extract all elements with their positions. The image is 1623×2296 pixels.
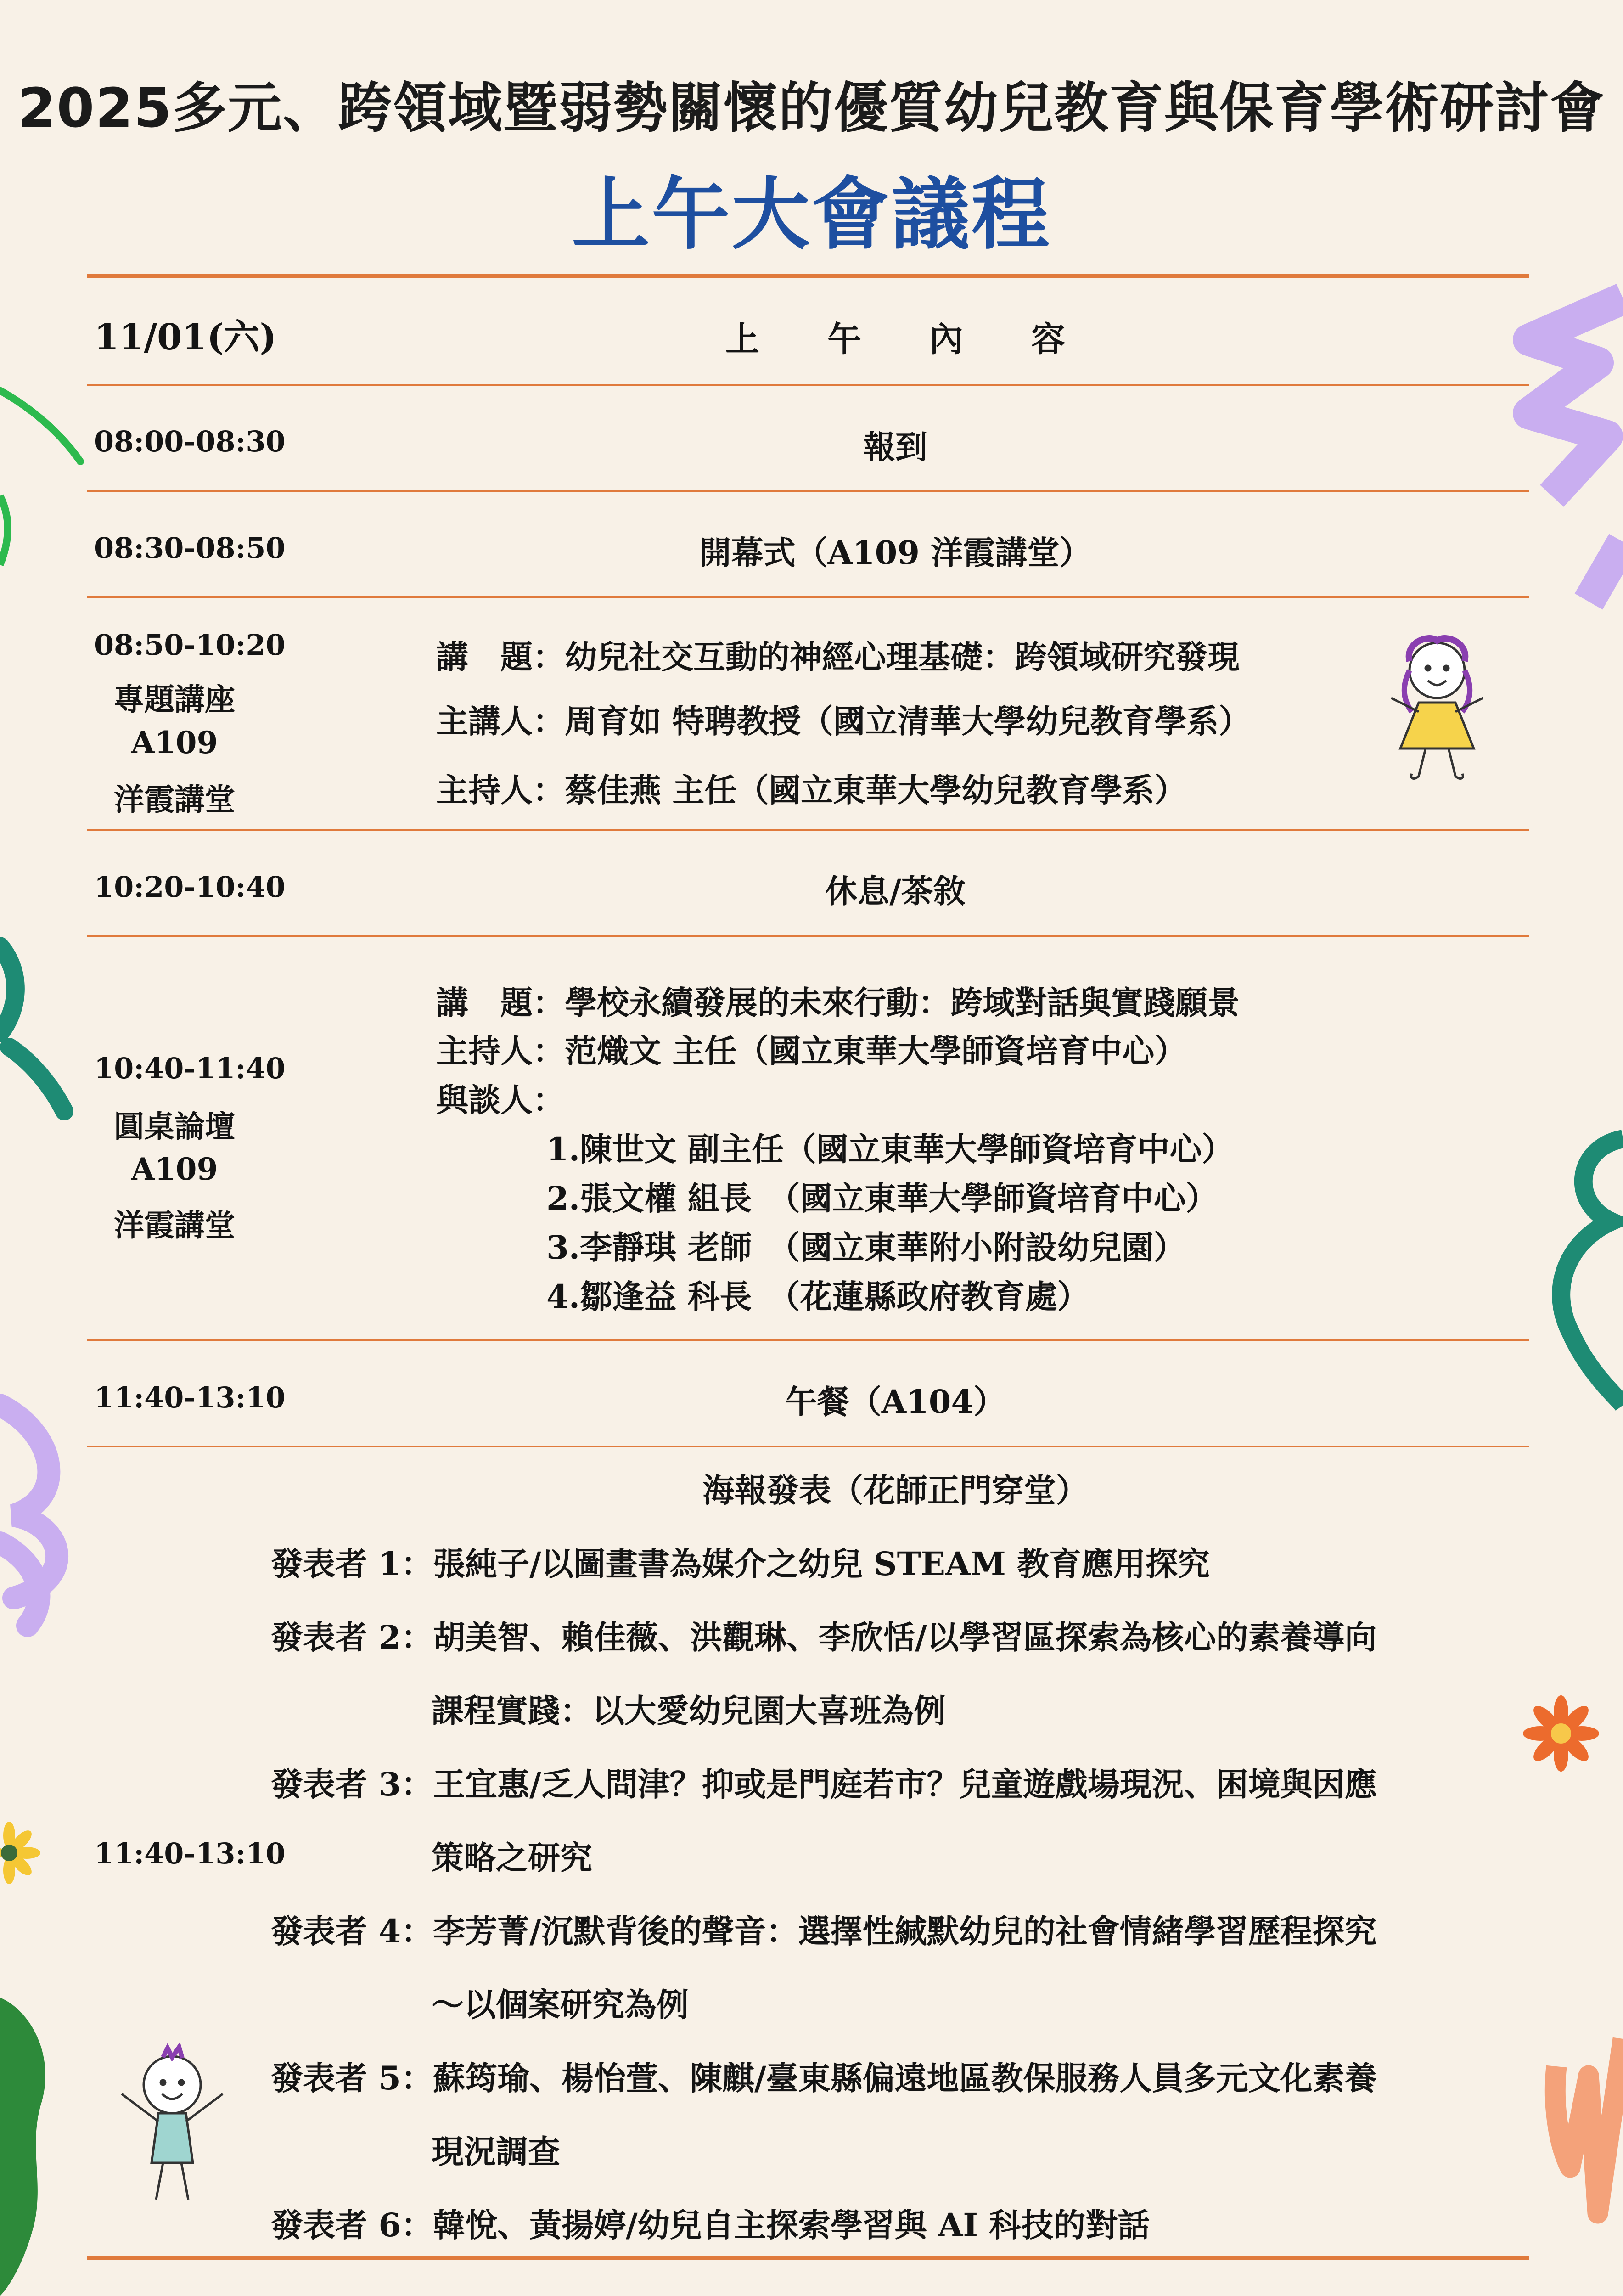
conference-title: 2025多元、跨領域暨弱勢關懷的優質幼兒教育與保育學術研討會: [18, 76, 1605, 140]
poster-line: 發表者 3：王宜惠/乏人問津？抑或是門庭若市？兒童遊戲場現況、困境與因應: [271, 1765, 1377, 1803]
boy-doodle-icon: [122, 2047, 223, 2200]
keynote-host: 主持人：蔡佳燕 主任（國立東華大學幼兒教育學系）: [436, 771, 1187, 809]
session-venue: 洋霞講堂: [114, 782, 235, 817]
poster-line: 現況調查: [271, 2133, 560, 2171]
poster-line: 課程實踐：以大愛幼兒園大喜班為例: [271, 1692, 946, 1730]
row-divider: [87, 490, 1529, 492]
session-type: 圓桌論壇: [114, 1109, 235, 1144]
poster-line: 發表者 2：胡美智、賴佳薇、洪觀琳、李欣恬/以學習區探索為核心的素養導向: [271, 1618, 1377, 1656]
orange-flower-icon: [1523, 1695, 1599, 1772]
yellow-flower-icon: [0, 1822, 40, 1884]
poster-line: ～以個案研究為例: [271, 1986, 689, 2024]
purple-zigzag-top-right: [1529, 298, 1623, 496]
date-label: 11/01(六): [94, 316, 277, 358]
poster-line: 發表者 6：韓悅、黃揚婷/幼兒自主探索學習與 AI 科技的對話: [271, 2206, 1150, 2244]
row-time: 11:40-13:10: [94, 1381, 286, 1414]
row-time: 10:20-10:40: [94, 870, 286, 904]
green-swoosh-left: [0, 496, 8, 565]
panelist-item: 3.李靜琪 老師 （國立東華附小附設幼兒園）: [546, 1228, 1186, 1266]
green-swoosh-top-left: [0, 386, 80, 461]
keynote-topic: 講 題：幼兒社交互動的神經心理基礎：跨領域研究發現: [436, 638, 1240, 676]
row-content: 休息/茶敘: [825, 872, 966, 910]
poster-line: 發表者 4：李芳菁/沉默背後的聲音：選擇性緘默幼兒的社會情緒學習歷程探究: [271, 1912, 1377, 1950]
panelist-item: 1.陳世文 副主任（國立東華大學師資培育中心）: [546, 1130, 1234, 1168]
panel-label: 與談人：: [436, 1081, 565, 1119]
roundtable-host: 主持人：范熾文 主任（國立東華大學師資培育中心）: [436, 1032, 1187, 1070]
row-divider: [87, 935, 1529, 937]
poster-line: 策略之研究: [271, 1839, 592, 1877]
row-divider: [87, 829, 1529, 831]
poster-line: 發表者 5：蘇筠瑜、楊怡萱、陳麒/臺東縣偏遠地區教保服務人員多元文化素養: [271, 2059, 1377, 2097]
content-header: 上 午 內 容: [725, 320, 1065, 359]
keynote-speaker: 主講人：周育如 特聘教授（國立清華大學幼兒教育學系）: [436, 702, 1251, 740]
purple-scribble-left: [0, 1405, 57, 1626]
panelist-item: 4.鄒逢益 科長 （花蓮縣政府教育處）: [546, 1277, 1089, 1316]
poster-line: 發表者 1：張純子/以圖畫書為媒介之幼兒 STEAM 教育應用探究: [271, 1545, 1210, 1583]
panelist-item: 2.張文權 組長 （國立東華大學師資培育中心）: [546, 1179, 1218, 1217]
row-content: 開幕式（A109 洋霞講堂）: [699, 534, 1092, 572]
row-time: 11:40-13:10: [94, 1837, 286, 1870]
row-divider: [87, 1339, 1529, 1341]
row-content: 報到: [863, 428, 927, 466]
session-room: A109: [131, 725, 218, 760]
row-divider: [87, 1446, 1529, 1447]
teal-lines-left: [0, 946, 64, 1111]
row-time: 08:50-10:20: [94, 628, 286, 662]
row-divider: [87, 596, 1529, 598]
session-venue: 洋霞講堂: [114, 1207, 235, 1243]
table-top-rule: [87, 274, 1529, 278]
page-title: 上午大會議程: [572, 169, 1051, 260]
purple-zigzag-right: [1589, 542, 1623, 602]
orange-zigzag-bottom-right: [1555, 2039, 1623, 2213]
session-type: 專題講座: [114, 681, 235, 717]
row-divider: [87, 384, 1529, 386]
roundtable-topic: 講 題：學校永續發展的未來行動：跨域對話與實踐願景: [436, 984, 1240, 1022]
session-room: A109: [131, 1151, 218, 1187]
row-time: 10:40-11:40: [94, 1052, 286, 1085]
row-time: 08:30-08:50: [94, 531, 286, 565]
teal-loop-right: [1561, 1139, 1623, 1405]
poster-session-title: 海報發表（花師正門穿堂）: [702, 1471, 1088, 1509]
green-leaf-bottom-left: [0, 1998, 45, 2296]
row-time: 08:00-08:30: [94, 425, 286, 458]
table-bottom-rule: [87, 2256, 1529, 2260]
girl-doodle-icon: [1391, 638, 1483, 778]
row-content: 午餐（A104）: [785, 1383, 1006, 1421]
